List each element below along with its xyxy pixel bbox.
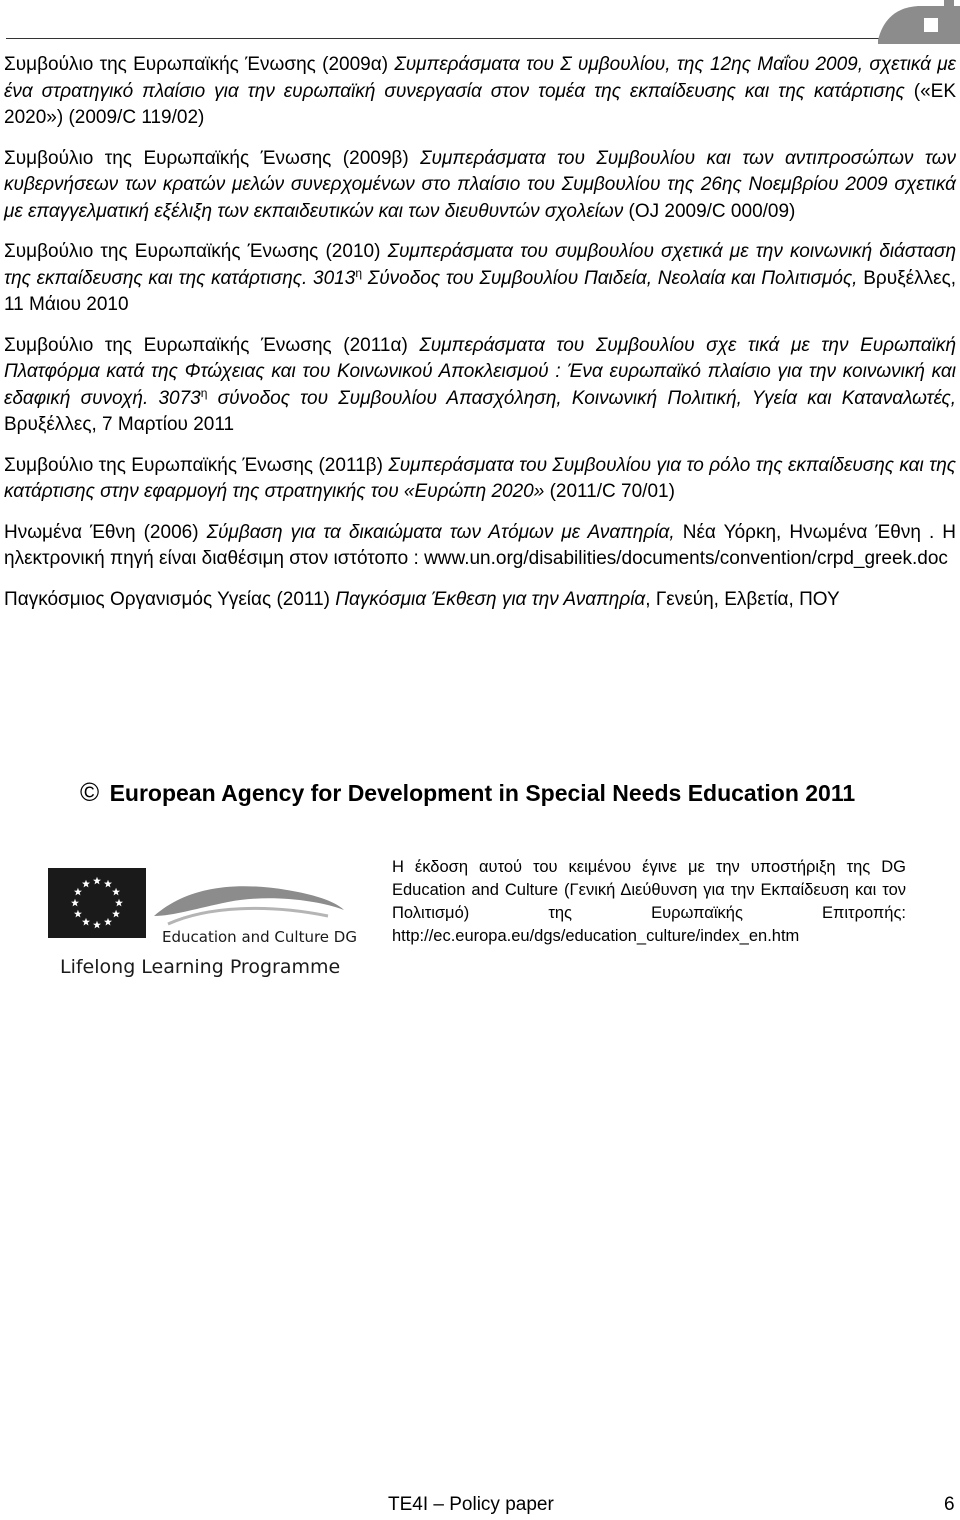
ref-superscript: η [200, 385, 208, 400]
header-rule [6, 38, 896, 39]
ref-author: Συμβούλιο της Ευρωπαϊκής Ένωσης [4, 241, 319, 262]
ref-year: (2009α) [322, 54, 389, 75]
ref-year: (2011) [276, 588, 330, 610]
ref-year: (2011α) [343, 334, 408, 356]
ref-year: (2006) [143, 521, 199, 543]
ref-title: Συμπεράσματα του Συμβουλίου και των αντιπροσώπων των κυβερνήσεων των κρατών μελών συνερχομένων στο πλαίσιο του Συμβουλίου της 26ης Νοεμβρίου 2009 σχετικά με επαγγελματική εξέλιξη των εκπαιδευτικών και των διευθυντών σχολείων [4, 147, 957, 222]
copyright-text: European Agency for Development in Special Needs Education 2011 [109, 780, 856, 806]
logo-programme-text: Lifelong Learning Programme [60, 956, 341, 978]
page-number: 6 [944, 1494, 955, 1515]
ref-details: (OJ 2009/C 000/09) [628, 200, 796, 222]
copyright-icon: © [80, 777, 100, 807]
reference-item [4, 146, 956, 226]
ref-details: , Γενεύη, Ελβετία, ΠΟΥ [645, 588, 840, 610]
ref-author: Συμβούλιο της Ευρωπαϊκής Ένωσης [4, 147, 332, 169]
ref-details: («ΕΚ 2020») (2009/C 119/02) [4, 80, 957, 128]
reference-item [4, 520, 956, 573]
reference-list [4, 52, 956, 627]
ref-title: Σύμβαση για τα δικαιώματα των Ατόμων με Αναπηρία, [206, 521, 675, 543]
ref-title: Συμπεράσματα του Συμβουλίου για το ρόλο της εκπαίδευσης και της κατάρτισης στην εφαρμογή της στρατηγικής του «Ευρώπη 2020» [4, 454, 957, 502]
ref-title-cont: σύνοδος του Συμβουλίου Απασχόληση, Κοινωνική Πολιτική, Υγεία και Καταναλωτές, [217, 387, 956, 409]
ref-year: (2009β) [342, 147, 409, 169]
corner-tab-icon [878, 0, 960, 44]
logo-dg-text: Education and Culture DG [162, 928, 357, 946]
ref-title-cont: Σύνοδος του Συμβουλίου Παιδεία, Νεολαία και Πολιτισμός, [367, 267, 858, 289]
ref-details: (2011/C 70/01) [549, 481, 675, 502]
ref-year: (2011β) [318, 454, 383, 476]
ref-superscript: η [355, 265, 363, 280]
swoosh-icon [148, 876, 348, 936]
reference-item [4, 333, 956, 439]
ref-year: (2010) [325, 241, 381, 262]
copyright-line [80, 777, 900, 808]
ref-author: Παγκόσμιος Οργανισμός Υγείας [4, 588, 272, 610]
ref-details: Βρυξέλλες, 11 Μάιου 2010 [4, 267, 957, 315]
footer-doc-title: TE4I – Policy paper [388, 1494, 554, 1515]
ref-author: Συμβούλιο της Ευρωπαϊκής Ένωσης [4, 454, 314, 476]
reference-item [4, 239, 956, 319]
reference-item [4, 52, 956, 132]
ref-title: Συμπεράσματα του Συμβουλίου σχε τικά με την Ευρωπαϊκή Πλατφόρμα κατά της Φτώχειας και του Κοινωνικού Αποκλεισμού : Ένα ευρωπαϊκό πλαίσιο για την κοινωνική και εδαφική συνοχή. 3073 [4, 334, 957, 409]
support-note: Η έκδοση αυτού του κειμένου έγινε με την υποστήριξη της DG Education and Culture (Γενική Διεύθυνση για την Εκπαίδευση και τον Πολιτισμό) της Ευρωπαϊκής Επιτροπής: http://ec.europa.eu/dgs/education_culture/index_en.htm [392, 858, 906, 945]
ref-author: Ηνωμένα Έθνη [4, 521, 136, 543]
lifelong-learning-logo [48, 868, 357, 988]
ref-author: Συμβούλιο της Ευρωπαϊκής Ένωσης [4, 54, 316, 75]
ref-title: Συμπεράσματα του συμβουλίου σχετικά με την κοινωνική διάσταση της εκπαίδευσης και της κατάρτισης. 3013 [4, 241, 957, 289]
ref-title: Παγκόσμια Έκθεση για την Αναπηρία [335, 588, 646, 610]
ref-details: Βρυξέλλες, 7 Μαρτίου 2011 [4, 414, 235, 435]
eu-flag-icon [48, 868, 146, 938]
ref-details: Νέα Υόρκη, Ηνωμένα Έθνη . Η ηλεκτρονική πηγή είναι διαθέσιμη στον ιστότοπο : www.un.org/disabilities/documents/convention/crpd_greek.doc [4, 521, 956, 569]
ref-author: Συμβούλιο της Ευρωπαϊκής Ένωσης [4, 334, 332, 356]
reference-item [4, 453, 956, 506]
ref-title: Συμπεράσματα του Σ υμβουλίου, της 12ης Μαΐου 2009, σχετικά με ένα στρατηγικό πλαίσιο για την ευρωπαϊκή συνεργασία στον τομέα της εκπαίδευσης και της κατάρτισης [4, 54, 956, 102]
reference-item [4, 587, 956, 614]
